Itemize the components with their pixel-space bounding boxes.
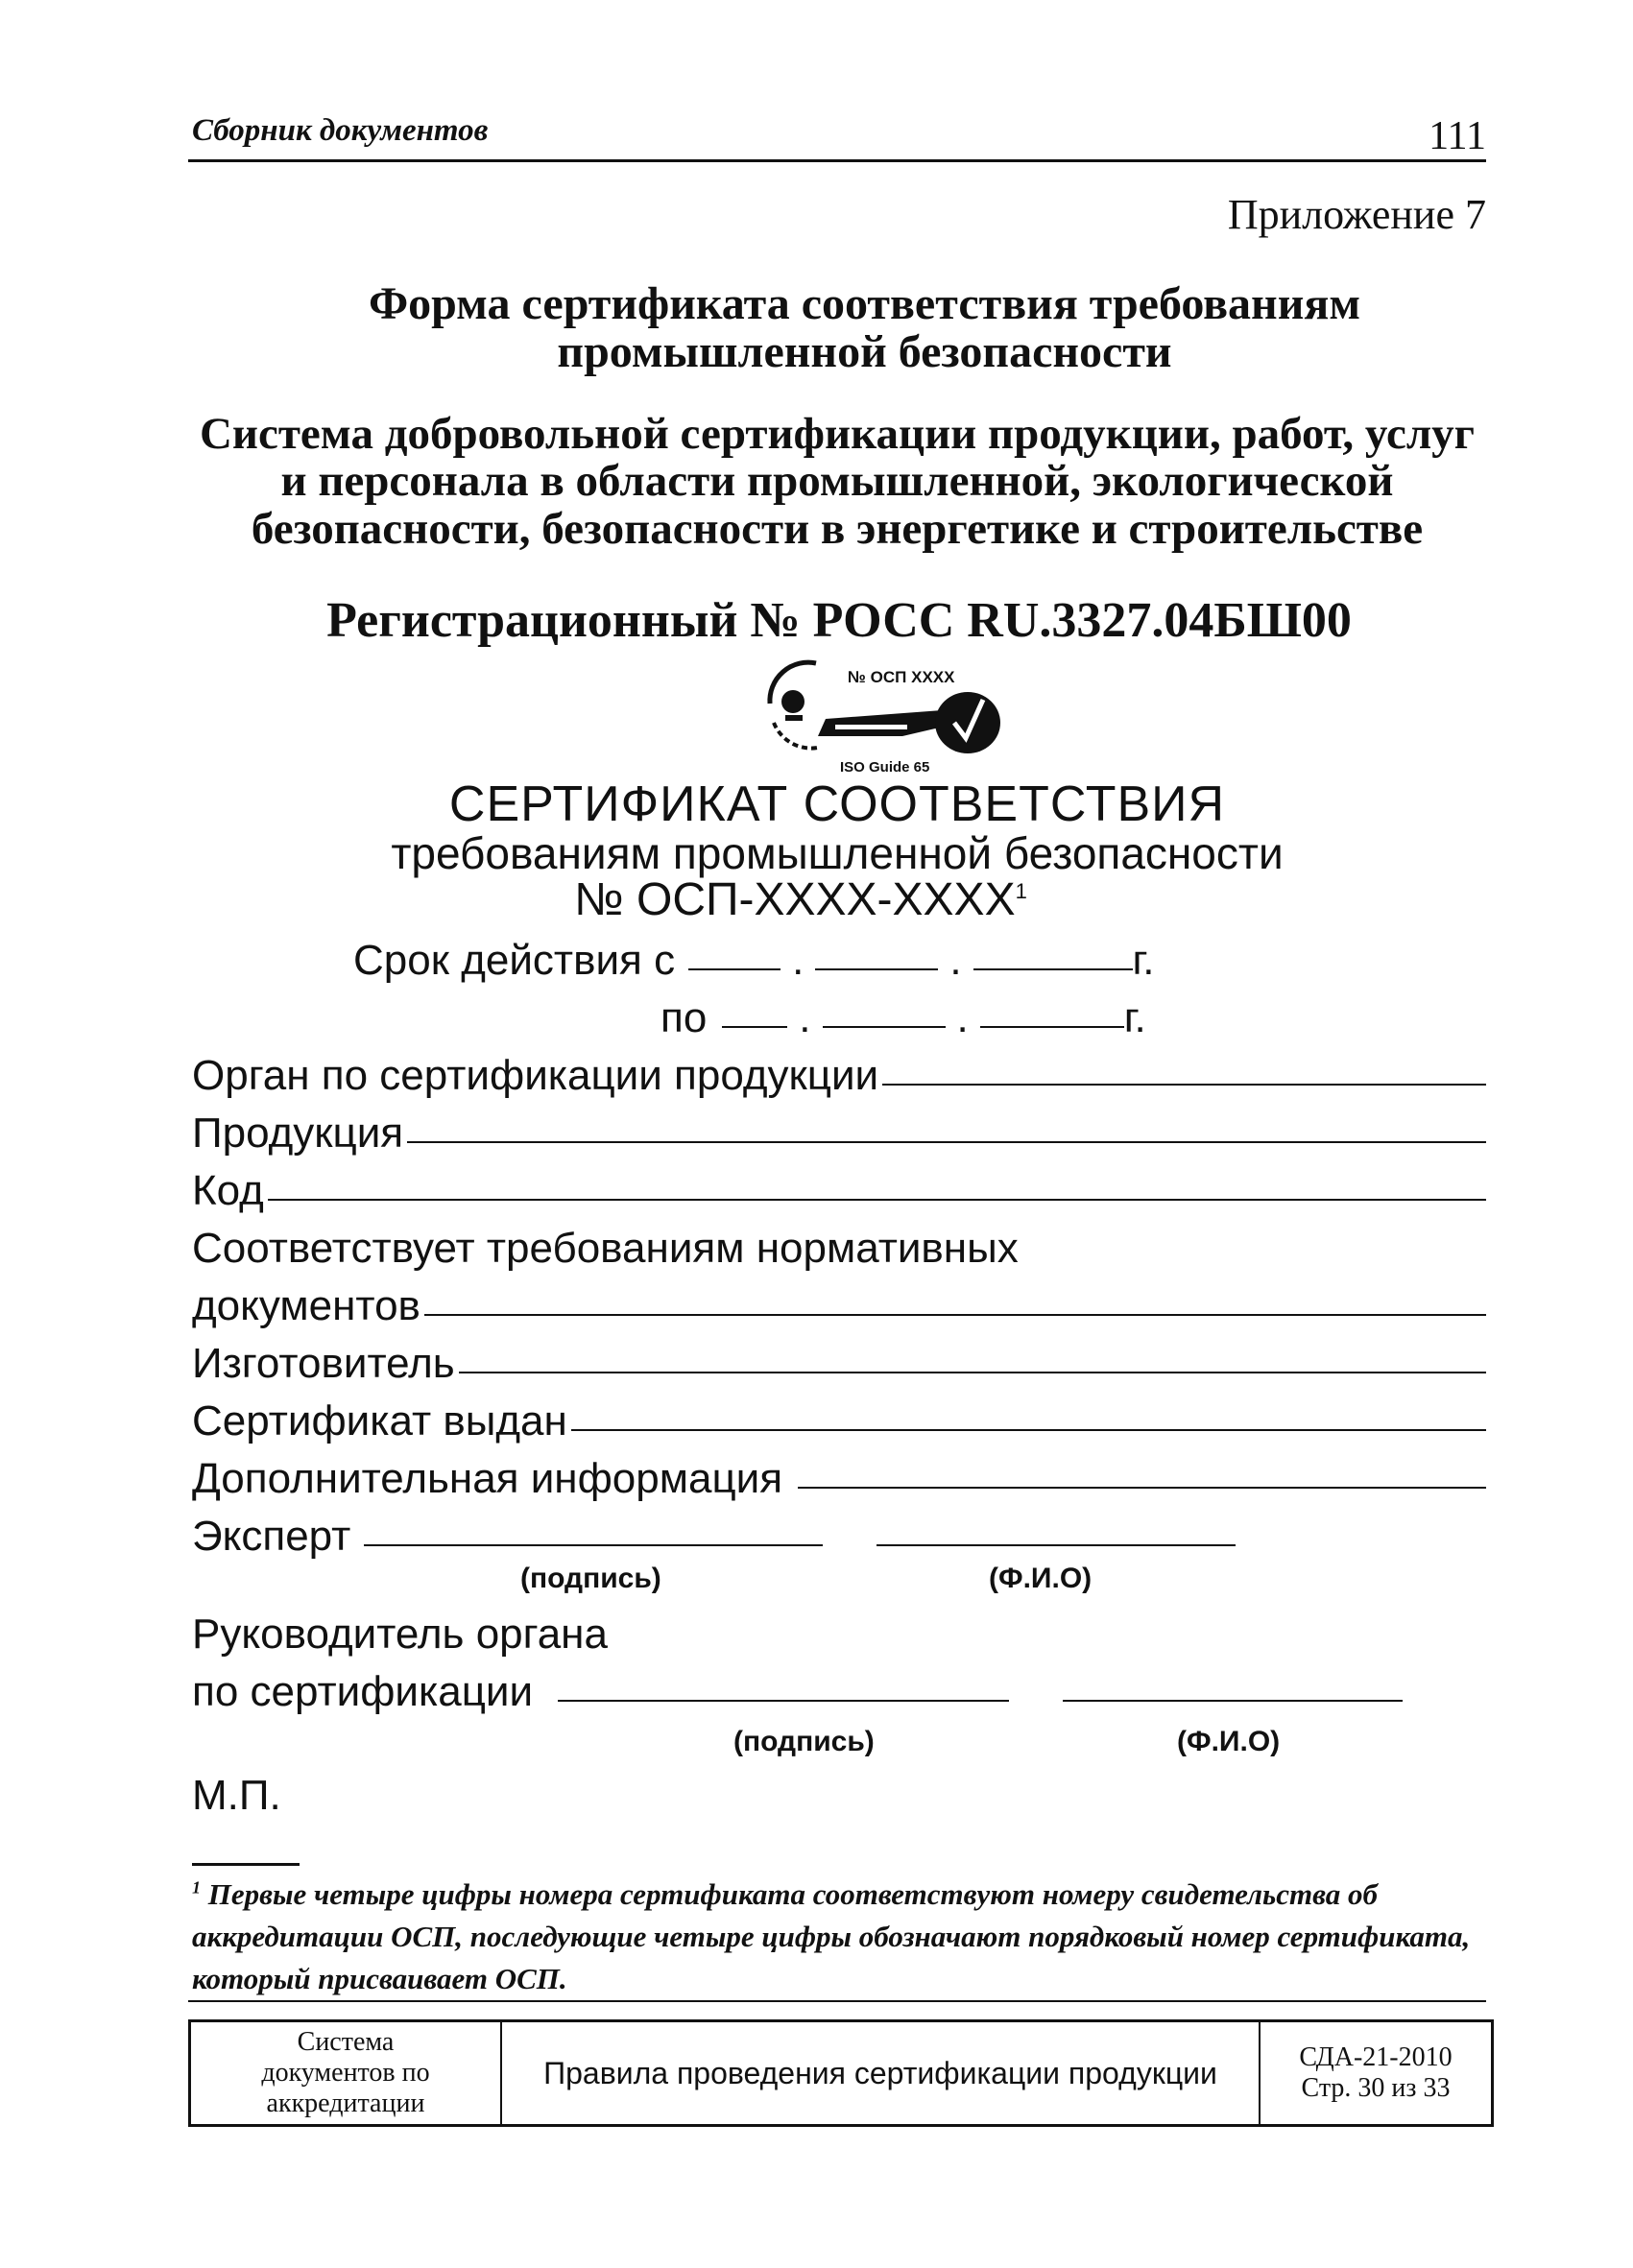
footer-rule — [188, 2000, 1486, 2002]
additional-info-label: Дополнительная информация — [192, 1455, 783, 1502]
certification-mark-logo — [758, 656, 1018, 778]
collection-title: Сборник документов — [192, 113, 489, 148]
header-rule — [188, 159, 1486, 162]
certificate-number — [115, 873, 1486, 926]
validity-from-label: Срок действия с — [353, 937, 676, 984]
expert-field — [192, 1513, 1236, 1561]
date-separator: . — [949, 937, 962, 984]
manufacturer-field — [192, 1340, 1486, 1388]
footer-doc-code: СДА-21-2010 — [1299, 2041, 1453, 2072]
complies-label: Соответствует требованиям нормативных — [192, 1225, 1019, 1272]
system-title: Система добровольной сертификации продукции, работ, услуг и персонала в области промышленной, экологической безопасности, безопасности в энергетике и строительстве — [199, 409, 1476, 554]
expert-signature-caption: (подпись) — [520, 1563, 661, 1594]
issued-to-field — [192, 1397, 1486, 1445]
certificate-title: СЕРТИФИКАТ СООТВЕТСТВИЯ — [448, 776, 1226, 832]
certificate-number-text: № ОСП-XXXX-XXXX — [574, 874, 1016, 925]
expert-label: Эксперт — [192, 1513, 351, 1560]
manufacturer-blank[interactable] — [459, 1371, 1486, 1373]
issued-to-label: Сертификат выдан — [192, 1397, 567, 1444]
expert-name-blank[interactable] — [877, 1543, 1236, 1546]
head-name-blank[interactable] — [1063, 1699, 1403, 1702]
normative-documents-field — [192, 1282, 1486, 1330]
code-label: Код — [192, 1167, 264, 1214]
manufacturer-label: Изготовитель — [192, 1340, 455, 1387]
footnote — [192, 1874, 1486, 2000]
mark-number-text: № ОСП XXXX — [848, 668, 955, 686]
appendix-label: Приложение 7 — [1227, 191, 1486, 238]
year-suffix: г. — [1123, 994, 1146, 1041]
documents-label: документов — [192, 1282, 420, 1329]
code-blank[interactable] — [268, 1198, 1486, 1201]
footer-table — [188, 2019, 1494, 2127]
code-field — [192, 1167, 1486, 1215]
head-field — [192, 1668, 1403, 1716]
stamp-place: М.П. — [192, 1772, 281, 1819]
date-separator: . — [956, 994, 969, 1041]
footer-rules-text: Правила проведения сертификации продукции — [543, 2055, 1217, 2090]
date-separator: . — [792, 937, 804, 984]
to-year-blank — [980, 1025, 1124, 1028]
form-title: Форма сертификата соответствия требованиям промышленной безопасности — [368, 278, 1361, 378]
date-separator: . — [799, 994, 811, 1041]
footer-code-cell — [1261, 2022, 1491, 2124]
certificate-subtitle: требованиям промышленной безопасности — [391, 828, 1284, 878]
expert-signature-blank[interactable] — [364, 1543, 823, 1546]
to-month-blank — [823, 1025, 946, 1028]
validity-to-row — [660, 994, 1146, 1042]
footer-rules-cell — [502, 2022, 1261, 2124]
documents-blank[interactable] — [424, 1313, 1486, 1316]
from-month-blank — [815, 967, 938, 970]
footnote-marker: 1 — [192, 1877, 201, 1898]
complies-line-1 — [192, 1225, 1019, 1273]
validity-to-label: по — [660, 994, 708, 1041]
registration-number: Регистрационный № РОСС RU.3327.04БШ00 — [326, 593, 1352, 648]
product-field — [192, 1110, 1486, 1158]
additional-info-field — [192, 1455, 1486, 1503]
to-day-blank — [722, 1025, 787, 1028]
head-line-1 — [192, 1611, 608, 1659]
from-day-blank — [688, 967, 780, 970]
year-suffix: г. — [1132, 937, 1155, 984]
footnote-text: Первые четыре цифры номера сертификата соответствуют номеру свидетельства об аккредитации ОСП, последующие четыре цифры обозначают порядковый номер сертификата, который присваивает ОСП. — [192, 1877, 1471, 1996]
head-label-2: по сертификации — [192, 1668, 534, 1715]
footer-system-cell — [191, 2022, 502, 2124]
page-number: 111 — [1429, 114, 1486, 158]
head-label: Руководитель органа — [192, 1611, 608, 1658]
certification-body-field — [192, 1052, 1486, 1100]
footer-page: Стр. 30 из 33 — [1301, 2073, 1451, 2103]
head-signature-blank[interactable] — [558, 1699, 1009, 1702]
product-label: Продукция — [192, 1110, 404, 1157]
mark-iso-text: ISO Guide 65 — [840, 759, 930, 776]
validity-from-row — [353, 937, 1154, 985]
footer-system-text: Система документов по аккредитации — [261, 2026, 430, 2119]
certification-body-label: Орган по сертификации продукции — [192, 1052, 879, 1099]
product-blank[interactable] — [407, 1140, 1486, 1143]
footnote-reference: 1 — [1015, 879, 1027, 903]
head-signature-caption: (подпись) — [733, 1726, 875, 1757]
footnote-rule — [192, 1863, 300, 1866]
from-year-blank — [973, 967, 1133, 970]
head-name-caption: (Ф.И.О) — [1177, 1726, 1281, 1757]
expert-name-caption: (Ф.И.О) — [989, 1563, 1093, 1594]
certification-body-blank[interactable] — [882, 1083, 1486, 1086]
issued-to-blank[interactable] — [571, 1428, 1486, 1431]
additional-info-blank[interactable] — [798, 1486, 1486, 1489]
